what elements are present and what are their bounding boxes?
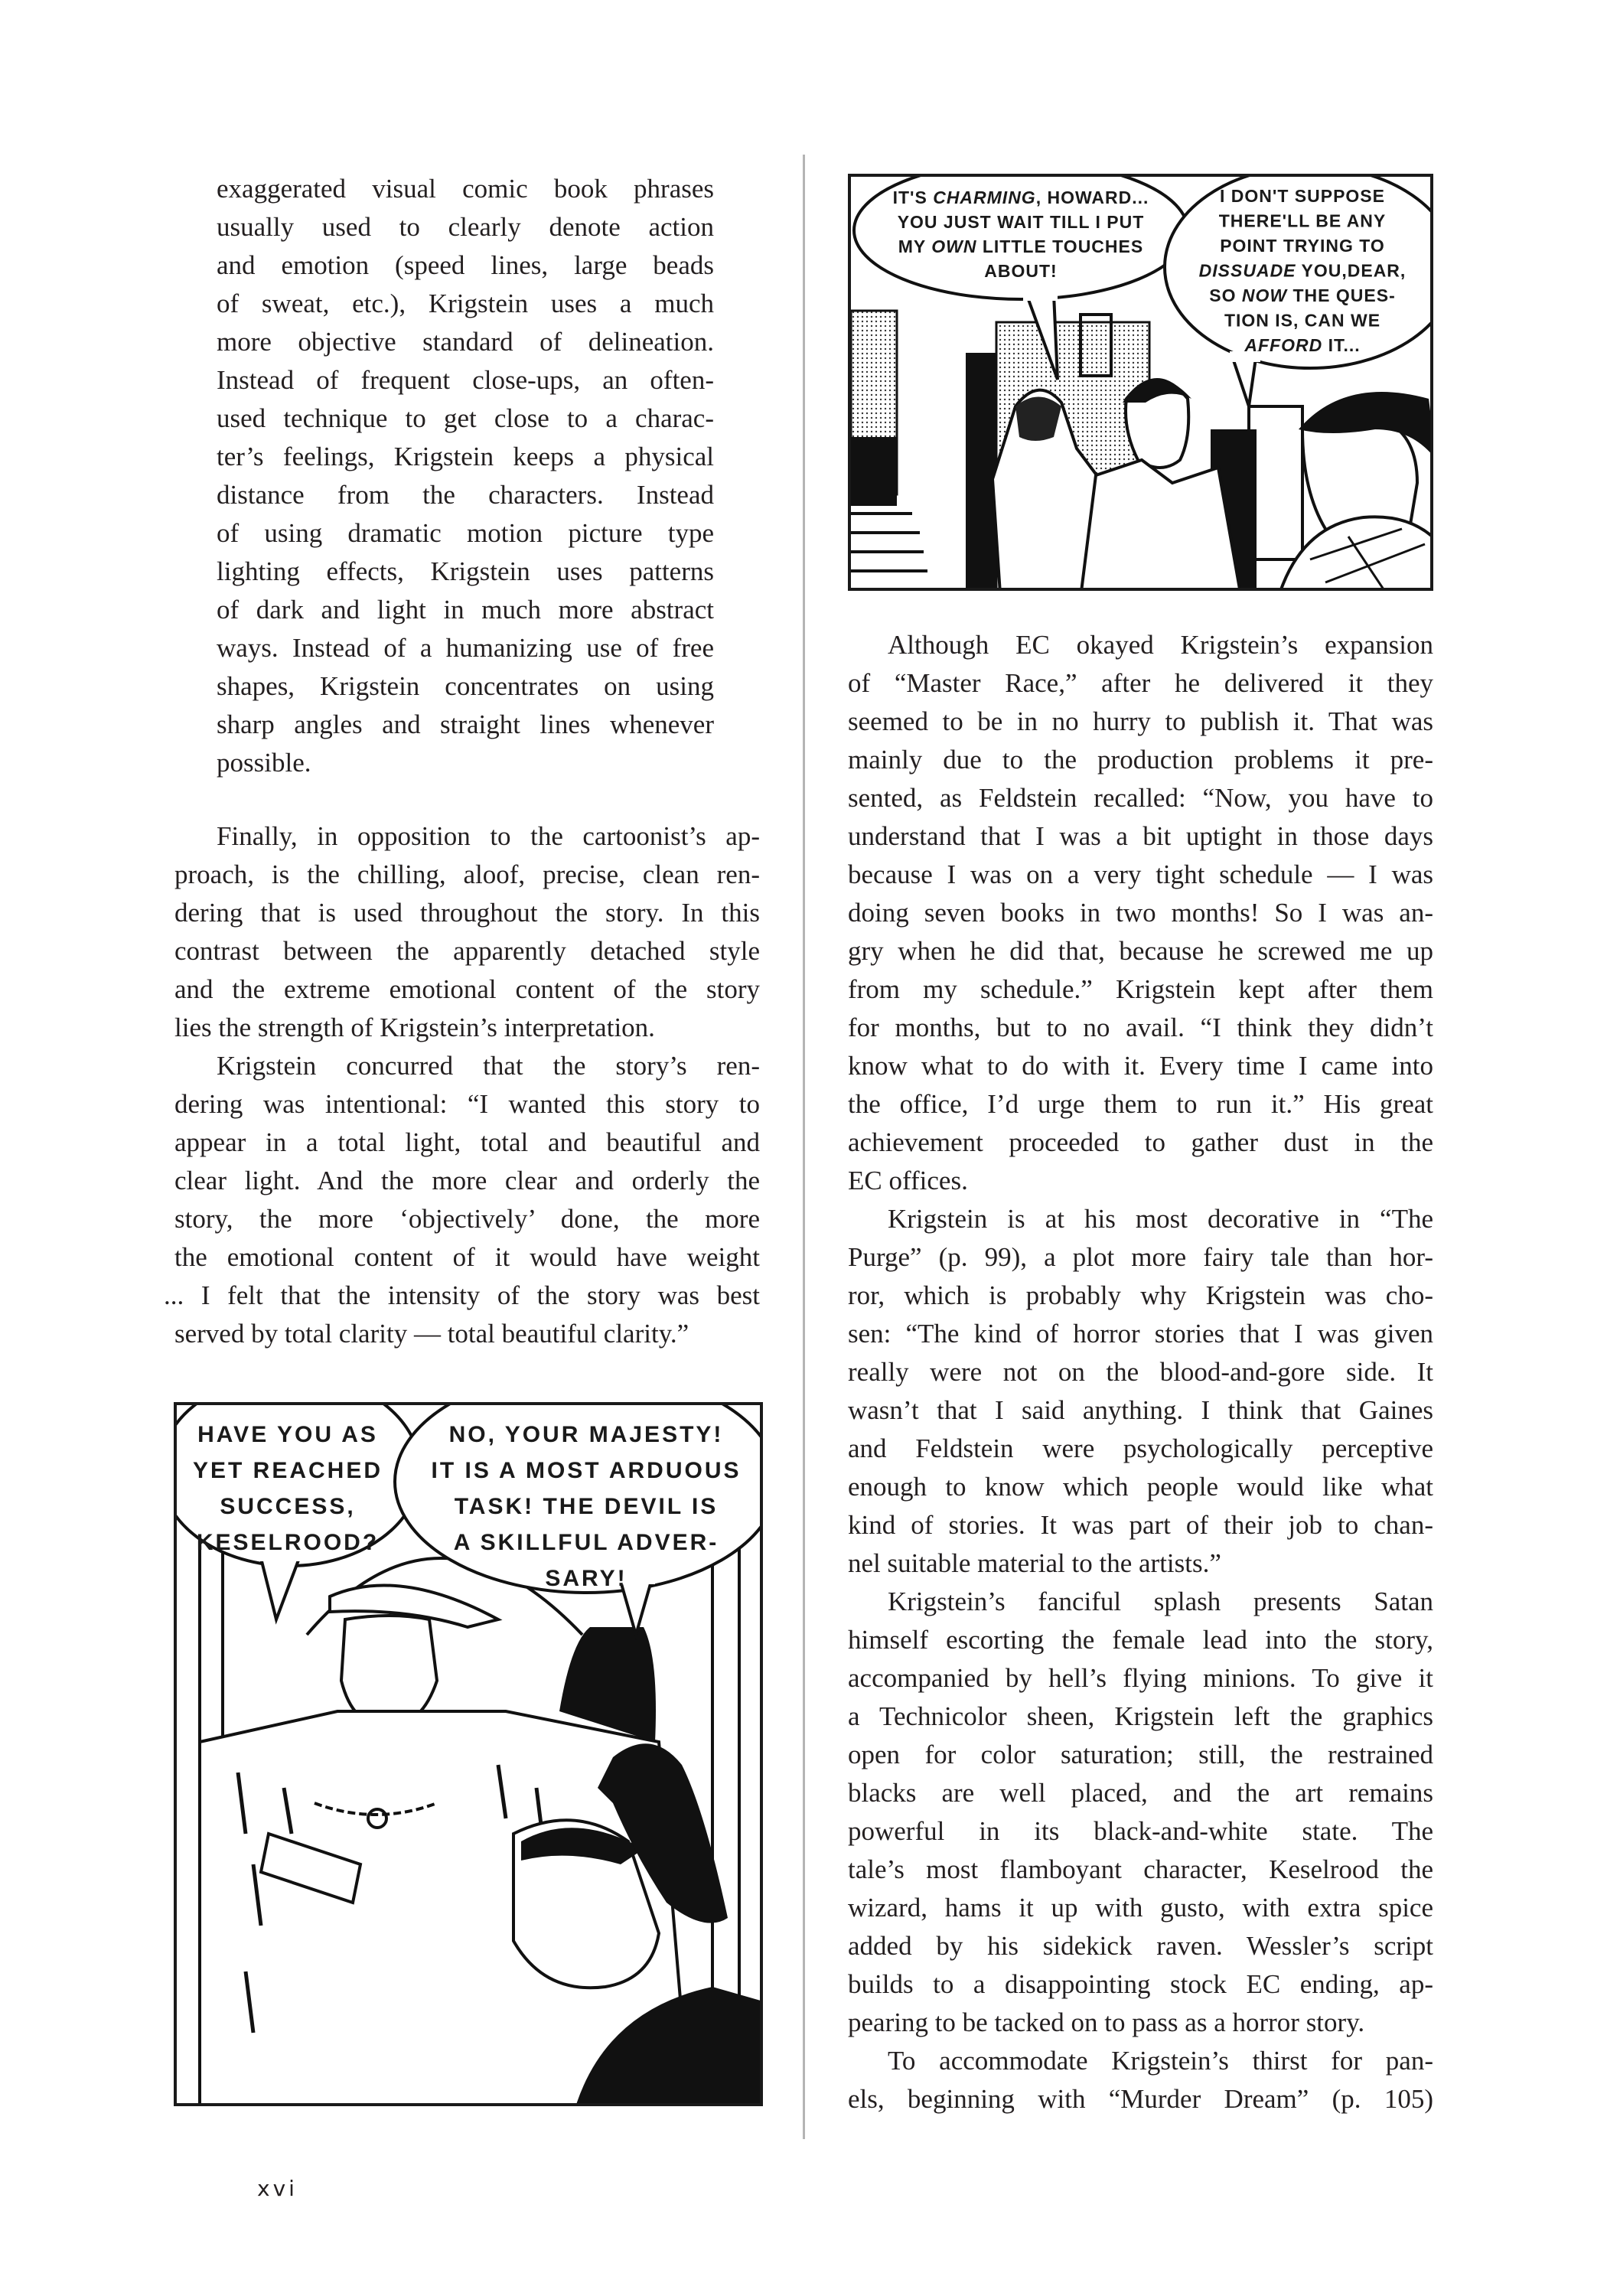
text-line: of using dramatic motion picture type [217, 518, 714, 548]
text-line: open for color saturation; still, the restrained [848, 1740, 1433, 1769]
emphasized-word: DISSUADE [1198, 260, 1296, 281]
text-line: ror, which is probably why Krigstein was cho- [848, 1280, 1433, 1310]
emphasized-word: CHARMING [933, 188, 1036, 207]
text-line: distance from the characters. Instead [217, 480, 714, 510]
comic-illustration-keselrood [177, 1405, 763, 2106]
emphasized-word: AFFORD [1244, 335, 1323, 355]
speech-text: KESELROOD? [196, 1530, 380, 1555]
speech-line [1220, 186, 1385, 206]
text-line: lighting effects, Krigstein uses patterns [217, 556, 714, 586]
text-line: and the extreme emotional content of the story [174, 974, 760, 1004]
text-line: the office, I’d urge them to run it.” His great [848, 1089, 1433, 1119]
text-line: understand that I was a bit uptight in those days [848, 821, 1433, 851]
comic-panel-keselrood [174, 1402, 763, 2106]
speech-line [193, 1458, 383, 1483]
text-line: dering was intentional: “I wanted this story to [174, 1089, 760, 1119]
text-line: ter’s feelings, Krigstein keeps a physical [217, 442, 714, 471]
text-line: exaggerated visual comic book phrases [217, 174, 714, 204]
speech-text: I DON'T SUPPOSE [1219, 186, 1386, 206]
text-line: appear in a total light, total and beautiful and [174, 1127, 760, 1157]
speech-line [197, 1422, 378, 1447]
speech-text: TASK! THE DEVIL IS [454, 1494, 719, 1519]
text-line: wizard, hams it up with gusto, with extra spice [848, 1893, 1433, 1923]
speech-line [898, 236, 1143, 256]
text-line: powerful in its black-and-white state. The [848, 1816, 1433, 1846]
speech-text: YOU,DEAR, [1296, 260, 1407, 281]
text-line: usually used to clearly denote action [217, 212, 714, 242]
text-line: of “Master Race,” after he delivered it they [848, 668, 1433, 698]
column-divider [803, 155, 805, 2139]
text-line: shapes, Krigstein concentrates on using [217, 671, 714, 701]
text-line: added by his sidekick raven. Wessler’s script [848, 1931, 1433, 1961]
text-line: of sweat, etc.), Krigstein uses a much [217, 289, 714, 318]
speech-line [893, 188, 1149, 207]
text-line: possible. [217, 748, 311, 778]
speech-line [1209, 285, 1395, 305]
text-line: mainly due to the production problems it pre- [848, 745, 1433, 775]
text-line: from my schedule.” Krigstein kept after them [848, 974, 1433, 1004]
text-line: enough to know which people would like what [848, 1472, 1433, 1502]
text-line: accompanied by hell’s flying minions. To give it [848, 1663, 1433, 1693]
text-line: wasn’t that I said anything. I think that Gaines [848, 1395, 1433, 1425]
text-line: himself escorting the female lead into the story, [848, 1625, 1433, 1655]
speech-text: A SKILLFUL ADVER- [453, 1530, 719, 1555]
speech-text: YET REACHED [192, 1458, 383, 1483]
text-line: because I was on a very tight schedule — I was [848, 859, 1433, 889]
comic-illustration-living-room [851, 177, 1433, 591]
text-line: clear light. And the more clear and orderly the [174, 1166, 760, 1195]
speech-text: IT IS A MOST ARDUOUS [431, 1458, 742, 1483]
text-line: achievement proceeded to gather dust in the [848, 1127, 1433, 1157]
text-line: story, the more ‘objectively’ done, the more [174, 1204, 760, 1234]
speech-text: SUCCESS, [220, 1494, 356, 1519]
speech-line [898, 212, 1145, 232]
emphasized-word: NOW [1241, 285, 1288, 305]
text-line: doing seven books in two months! So I was an- [848, 898, 1433, 928]
speech-text: TION IS, CAN WE [1224, 310, 1381, 331]
text-line: more objective standard of delineation. [217, 327, 714, 357]
speech-text: YOU JUST WAIT TILL I PUT [897, 212, 1145, 232]
text-line: Krigstein’s fanciful splash presents Satan [888, 1587, 1433, 1616]
speech-text: THE QUES- [1287, 285, 1396, 305]
speech-line [197, 1530, 379, 1555]
speech-text: POINT TRYING TO [1220, 236, 1385, 256]
text-line: Krigstein is at his most decorative in “The [888, 1204, 1433, 1234]
text-line: builds to a disappointing stock EC ending, ap- [848, 1969, 1433, 1999]
speech-text: NO, YOUR MAJESTY! [448, 1422, 724, 1447]
text-line: ways. Instead of a humanizing use of free [217, 633, 714, 663]
text-line: know what to do with it. Every time I came into [848, 1051, 1433, 1081]
text-line: for months, but to no avail. “I think they didn’t [848, 1013, 1433, 1042]
text-line: really were not on the blood-and-gore side. It [848, 1357, 1433, 1387]
text-line: els, beginning with “Murder Dream” (p. 105) [848, 2084, 1433, 2114]
speech-text: SARY! [545, 1566, 627, 1591]
text-line: seemed to be in no hurry to publish it. That was [848, 706, 1433, 736]
speech-line [449, 1422, 724, 1447]
text-line: and Feldstein were psychologically perceptive [848, 1433, 1433, 1463]
speech-line [984, 261, 1057, 281]
text-line: nel suitable material to the artists.” [848, 1548, 1221, 1578]
speech-line [1224, 311, 1380, 331]
text-line: dering that is used throughout the story. In this [174, 898, 760, 928]
speech-line [1199, 261, 1407, 281]
speech-text: LITTLE TOUCHES [976, 236, 1144, 256]
speech-text: IT... [1322, 335, 1361, 355]
text-line: a Technicolor sheen, Krigstein left the graphics [848, 1701, 1433, 1731]
text-line: pearing to be tacked on to pass as a horror story. [848, 2007, 1365, 2037]
text-line: Finally, in opposition to the cartoonist’s ap- [217, 821, 760, 851]
emphasized-word: OWN [931, 236, 977, 256]
text-line: of dark and light in much more abstract [217, 595, 714, 625]
speech-text: MY [898, 236, 932, 256]
speech-text: , HOWARD... [1035, 188, 1149, 207]
speech-text: HAVE YOU AS [197, 1422, 378, 1447]
speech-line [1219, 211, 1387, 231]
comic-panel-living-room [848, 174, 1433, 591]
speech-line [432, 1458, 742, 1483]
text-line: Krigstein concurred that the story’s ren- [217, 1051, 760, 1081]
text-line: contrast between the apparently detached style [174, 936, 760, 966]
text-line: sharp angles and straight lines whenever [217, 709, 714, 739]
text-line: kind of stories. It was part of their job to chan- [848, 1510, 1433, 1540]
text-line: blacks are well placed, and the art remains [848, 1778, 1433, 1808]
text-line: Instead of frequent close-ups, an often- [217, 365, 714, 395]
text-line: proach, is the chilling, aloof, precise, clean ren- [174, 859, 760, 889]
speech-text: SO [1209, 285, 1242, 305]
text-line: sen: “The kind of horror stories that I was given [848, 1319, 1433, 1349]
speech-text: IT'S [892, 188, 934, 207]
text-line: EC offices. [848, 1166, 968, 1195]
text-line: Although EC okayed Krigstein’s expansion [888, 630, 1433, 660]
text-line: ... I felt that the intensity of the story was best [164, 1280, 760, 1310]
page-number: xvi [257, 2176, 298, 2201]
speech-line [455, 1494, 719, 1519]
text-line: and emotion (speed lines, large beads [217, 250, 714, 280]
speech-text: ABOUT! [984, 261, 1058, 281]
speech-line [220, 1494, 355, 1519]
text-line: used technique to get close to a charac- [217, 403, 714, 433]
text-line: sented, as Feldstein recalled: “Now, you have to [848, 783, 1433, 813]
text-line: tale’s most flamboyant character, Keselrood the [848, 1854, 1433, 1884]
text-line: served by total clarity — total beautiful clarity.” [174, 1319, 689, 1349]
speech-line [454, 1530, 719, 1555]
text-line: gry when he did that, because he screwed me up [848, 936, 1433, 966]
speech-line [545, 1566, 627, 1591]
text-line: the emotional content of it would have weight [174, 1242, 760, 1272]
speech-text: THERE'LL BE ANY [1218, 210, 1387, 231]
text-line: Purge” (p. 99), a plot more fairy tale than hor- [848, 1242, 1433, 1272]
speech-line [1220, 236, 1385, 256]
text-line: lies the strength of Krigstein’s interpretation. [174, 1013, 655, 1042]
text-line: To accommodate Krigstein’s thirst for pan- [888, 2046, 1433, 2076]
speech-line [1244, 335, 1360, 355]
